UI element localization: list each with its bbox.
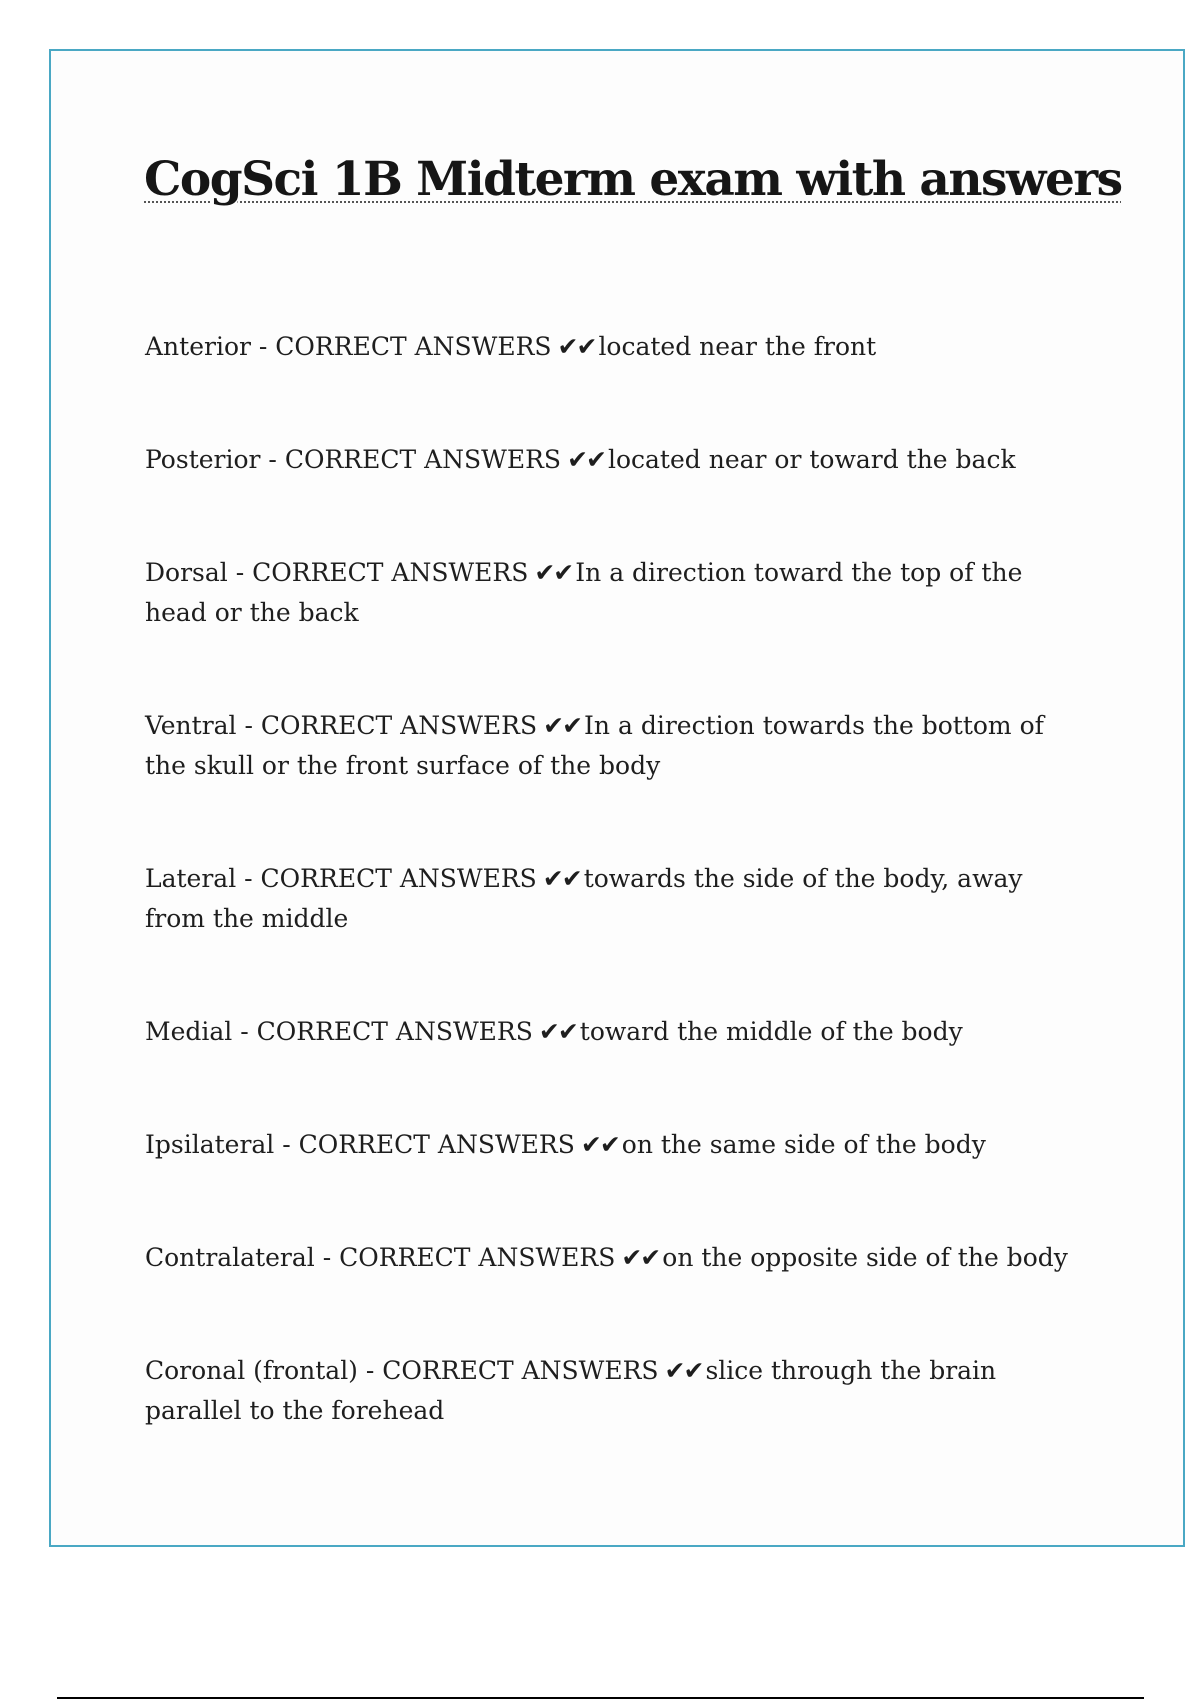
answer-marker: CORRECT ANSWERS [256,1017,533,1046]
check-icon: ✔✔ [621,1243,660,1272]
entry: Coronal (frontal) - CORRECT ANSWERS ✔✔ slice through the brain parallel to the forehead [145,1356,997,1425]
answer-marker: CORRECT ANSWERS [298,1130,575,1159]
answer-marker: CORRECT ANSWERS [382,1356,659,1385]
entry-definition: located near or toward the back [607,445,1016,474]
entry-list [145,327,1080,1504]
entry-term: Coronal (frontal) [145,1356,358,1385]
entry-definition: on the opposite side of the body [662,1243,1068,1272]
check-icon: ✔✔ [557,332,596,361]
answer-marker: CORRECT ANSWERS [252,558,529,587]
entry: Medial - CORRECT ANSWERS ✔✔ toward the middle of the body [145,1017,963,1046]
entry: Ventral - CORRECT ANSWERS ✔✔ In a direction towards the bottom of the skull or the front surface of the body [145,711,1044,780]
entry-term: Posterior [145,445,261,474]
entry-definition: located near the front [598,332,877,361]
check-icon: ✔✔ [534,558,573,587]
entry-term: Dorsal [145,558,228,587]
answer-marker: CORRECT ANSWERS [260,711,538,740]
entry-term: Lateral [145,864,237,893]
entry: Posterior - CORRECT ANSWERS ✔✔ located near or toward the back [145,445,1016,474]
entry-definition: In a direction towards the bottom of the skull or the front surface of the body [145,711,1044,780]
entry-term: Contralateral [145,1243,315,1272]
answer-marker: CORRECT ANSWERS [275,332,552,361]
entry: Dorsal - CORRECT ANSWERS ✔✔ In a direction toward the top of the head or the back [145,558,1023,627]
check-icon: ✔✔ [543,711,582,740]
entry: Anterior - CORRECT ANSWERS ✔✔ located near the front [145,332,877,361]
check-icon: ✔✔ [567,445,605,474]
entry-term: Ventral [145,711,237,740]
entry-definition: on the same side of the body [621,1130,986,1159]
answer-marker: CORRECT ANSWERS [284,445,562,474]
entry: Lateral - CORRECT ANSWERS ✔✔ towards the side of the body, away from the middle [145,864,1023,933]
page-bottom-divider [57,1697,1144,1699]
entry-term: Medial [145,1017,233,1046]
entry: Contralateral - CORRECT ANSWERS ✔✔ on the opposite side of the body [145,1243,1068,1272]
check-icon: ✔✔ [538,1017,577,1046]
entry-term: Ipsilateral [145,1130,275,1159]
check-icon: ✔✔ [664,1356,703,1385]
entry: Ipsilateral - CORRECT ANSWERS ✔✔ on the same side of the body [145,1130,986,1159]
entry-definition: slice through the brain parallel to the forehead [145,1356,997,1425]
entry-definition: In a direction toward the top of the head or the back [145,558,1023,627]
entry-definition: toward the middle of the body [579,1017,963,1046]
check-icon: ✔✔ [580,1130,619,1159]
answer-marker: CORRECT ANSWERS [260,864,537,893]
answer-marker: CORRECT ANSWERS [339,1243,616,1272]
check-icon: ✔✔ [542,864,581,893]
document-title: CogSci 1B Midterm exam with answers [144,152,1122,207]
entry-definition: towards the side of the body, away from the middle [145,864,1023,933]
entry-term: Anterior [145,332,251,361]
